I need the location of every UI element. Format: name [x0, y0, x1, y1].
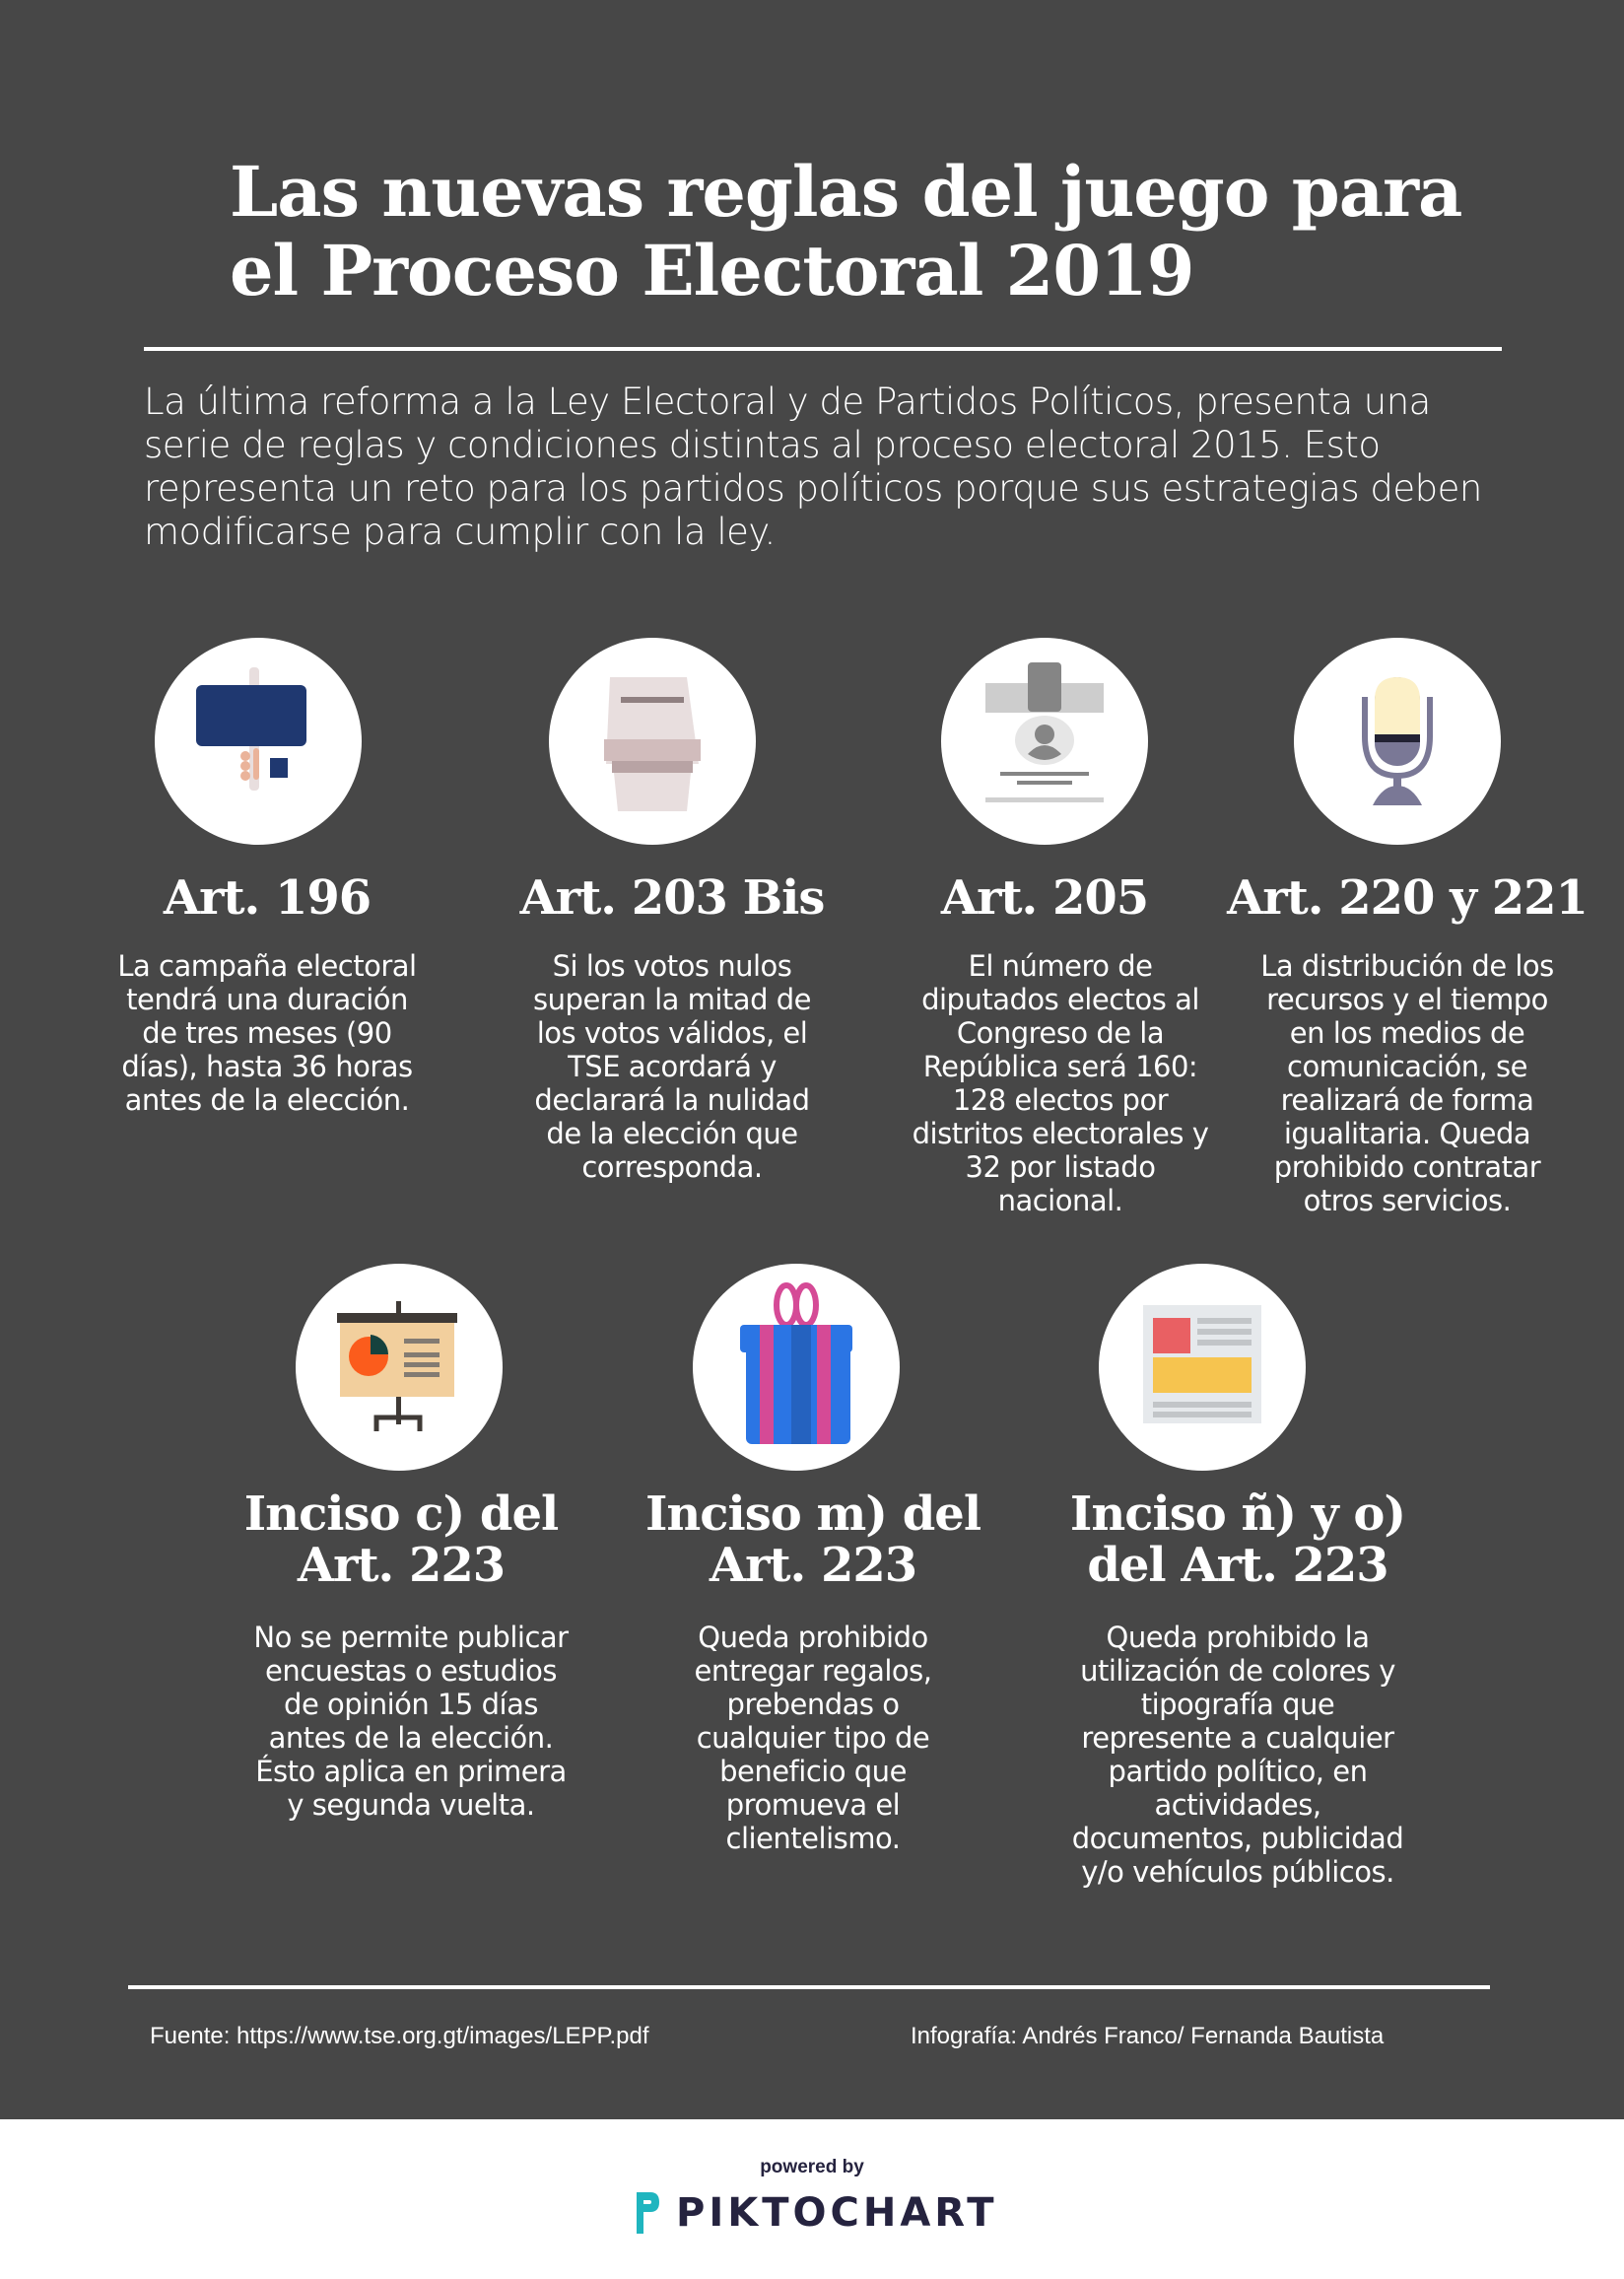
article-text: Queda prohibido entregar regalos, prebendas o cualquier tipo de beneficio que promueva el clientelismo.: [694, 1621, 932, 1855]
article-heading: Art. 203 Bis: [519, 870, 825, 926]
intro-paragraph: La última reforma a la Ley Electoral y de Partidos Políticos, presenta una serie de reglas y condiciones distintas al proceso electoral 2015. Esto representa un reto para los partidos políticos porque sus estrategias deben modificarse para cumplir con la ley.: [144, 380, 1482, 553]
article-text: La campaña electoral tendrá una duración de tres meses (90 días), hasta 36 horas antes de la elección.: [117, 949, 417, 1117]
article-heading: Inciso m) del Art. 223: [644, 1486, 981, 1593]
gift-icon: [693, 1264, 900, 1471]
presentation-board-icon: [296, 1264, 503, 1471]
source-link[interactable]: Fuente: https://www.tse.org.gt/images/LEPP.pdf: [150, 2023, 649, 2049]
credits: Infografía: Andrés Franco/ Fernanda Bautista: [911, 2023, 1385, 2049]
article-heading: Inciso ñ) y o) del Art. 223: [1069, 1486, 1406, 1593]
article-text: No se permite publicar encuestas o estudios de opinión 15 días antes de la elección. Ésto aplica en primera y segunda vuelta.: [253, 1621, 569, 1822]
powered-by: powered by: [760, 2157, 864, 2177]
article-text: El número de diputados electos al Congreso de la República será 160: 128 electos por distritos electorales y 32 por listado nacional.: [912, 949, 1209, 1217]
ballot-box-icon: [549, 638, 756, 845]
article-text: Queda prohibido la utilización de colores y tipografía que represente a cualquier partido político, en actividades, documentos, publicidad y/o vehículos públicos.: [1071, 1621, 1404, 1889]
ballot-vote-icon: [941, 638, 1148, 845]
title-line-2: el Proceso Electoral 2019: [230, 230, 1194, 311]
article-text: Si los votos nulos superan la mitad de los votos válidos, el TSE acordará y declarará la nulidad de la elección que corresponda.: [533, 949, 811, 1184]
divider: [144, 347, 1502, 351]
microphone-icon: [1294, 638, 1501, 845]
piktochart-logo-icon: [633, 2188, 662, 2238]
title-line-1: Las nuevas reglas del juego para: [230, 151, 1462, 233]
newspaper-icon: [1099, 1264, 1306, 1471]
article-heading: Art. 196: [163, 870, 372, 926]
page-title: [230, 153, 1461, 311]
brand-name: PIKTOCHART: [676, 2190, 998, 2236]
article-text: La distribución de los recursos y el tiempo en los medios de comunicación, se realizará de forma igualitaria. Queda prohibido contratar otros servicios.: [1260, 949, 1554, 1217]
article-heading: Inciso c) del Art. 223: [243, 1486, 559, 1593]
piktochart-logo[interactable]: [633, 2188, 998, 2238]
article-heading: Art. 220 y 221: [1227, 870, 1588, 926]
footer-divider: [128, 1985, 1490, 1989]
article-heading: Art. 205: [940, 870, 1149, 926]
protest-sign-icon: [155, 638, 362, 845]
